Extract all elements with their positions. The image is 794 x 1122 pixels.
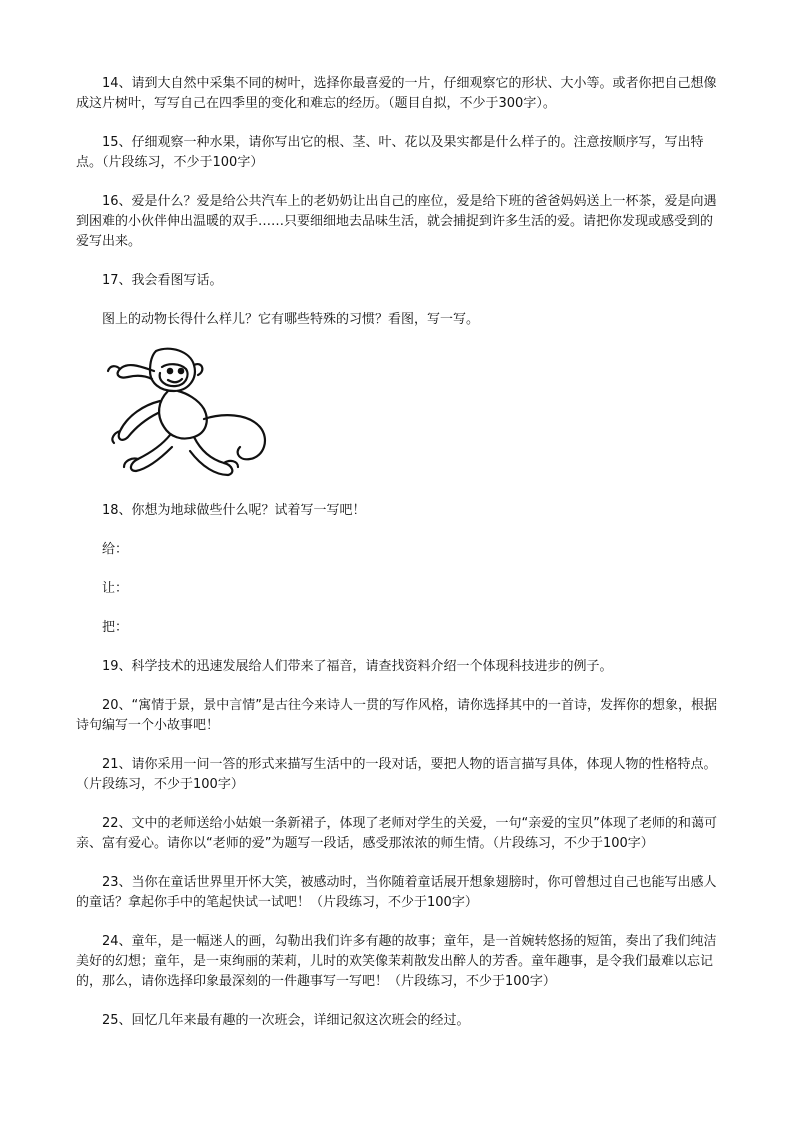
question-22: 22、文中的老师送给小姑娘一条新裙子，体现了老师对学生的关爱，一句“亲爱的宝贝”体现了老师的和蔼可亲、富有爱心。请你以“老师的爱”为题写一段话，感受那浓浓的师生情。（片段练习，不少于100字） [76, 816, 718, 851]
question-14: 14、请到大自然中采集不同的树叶，选择你最喜爱的一片，仔细观察它的形状、大小等。或者你把自己想像成这片树叶，写写自己在四季里的变化和难忘的经历。（题目自拟，不少于300字）。 [76, 76, 717, 111]
question-19: 19、科学技术的迅速发展给人们带来了福音，请查找资料介绍一个体现科技进步的例子。 [102, 659, 613, 674]
question-18-let: 让： [102, 581, 129, 596]
question-17-prompt: 图上的动物长得什么样儿？它有哪些特殊的习惯？看图，写一写。 [102, 312, 480, 327]
question-17: 17、我会看图写话。 [102, 273, 223, 288]
question-16: 16、爱是什么？爱是给公共汽车上的老奶奶让出自己的座位，爱是给下班的爸爸妈妈送上一杯茶，爱是向遇到困难的小伙伴伸出温暖的双手……只要细细地去品味生活，就会捕捉到许多生活的爱。请把你发现或感受到的爱写出来。 [76, 194, 717, 249]
question-21: 21、请你采用一问一答的形式来描写生活中的一段对话，要把人物的语言描写具体，体现人物的性格特点。（片段练习，不少于100字） [76, 757, 717, 792]
question-24: 24、童年，是一幅迷人的画，勾勒出我们许多有趣的故事；童年，是一首婉转悠扬的短笛，奏出了我们纯洁美好的幻想；童年，是一束绚丽的茉莉，儿时的欢笑像茉莉散发出醉人的芳香。童年趣事，是令我们最难以忘记的，那么，请你选择印象最深刻的一件趣事写一写吧！（片段练习，不少于100字） [76, 934, 717, 989]
question-20: 20、“寓情于景，景中言情”是古往今来诗人一贯的写作风格，请你选择其中的一首诗，发挥你的想象，根据诗句编写一个小故事吧！ [76, 698, 718, 733]
question-18-put: 把： [102, 620, 129, 635]
monkey-illustration [98, 341, 278, 491]
document-page [76, 74, 724, 1050]
question-23: 23、当你在童话世界里开怀大笑，被感动时，当你随着童话展开想象翅膀时，你可曾想过自己也能写出感人的童话？拿起你手中的笔起快试一试吧！（片段练习，不少于100字） [76, 875, 717, 910]
question-18: 18、你想为地球做些什么呢？试着写一写吧！ [102, 503, 366, 518]
question-18-give: 给： [102, 542, 129, 557]
question-25: 25、回忆几年来最有趣的一次班会，详细记叙这次班会的经过。 [102, 1013, 470, 1028]
question-15: 15、仔细观察一种水果，请你写出它的根、茎、叶、花以及果实都是什么样子的。注意按顺序写，写出特点。（片段练习，不少于100字） [76, 135, 704, 170]
